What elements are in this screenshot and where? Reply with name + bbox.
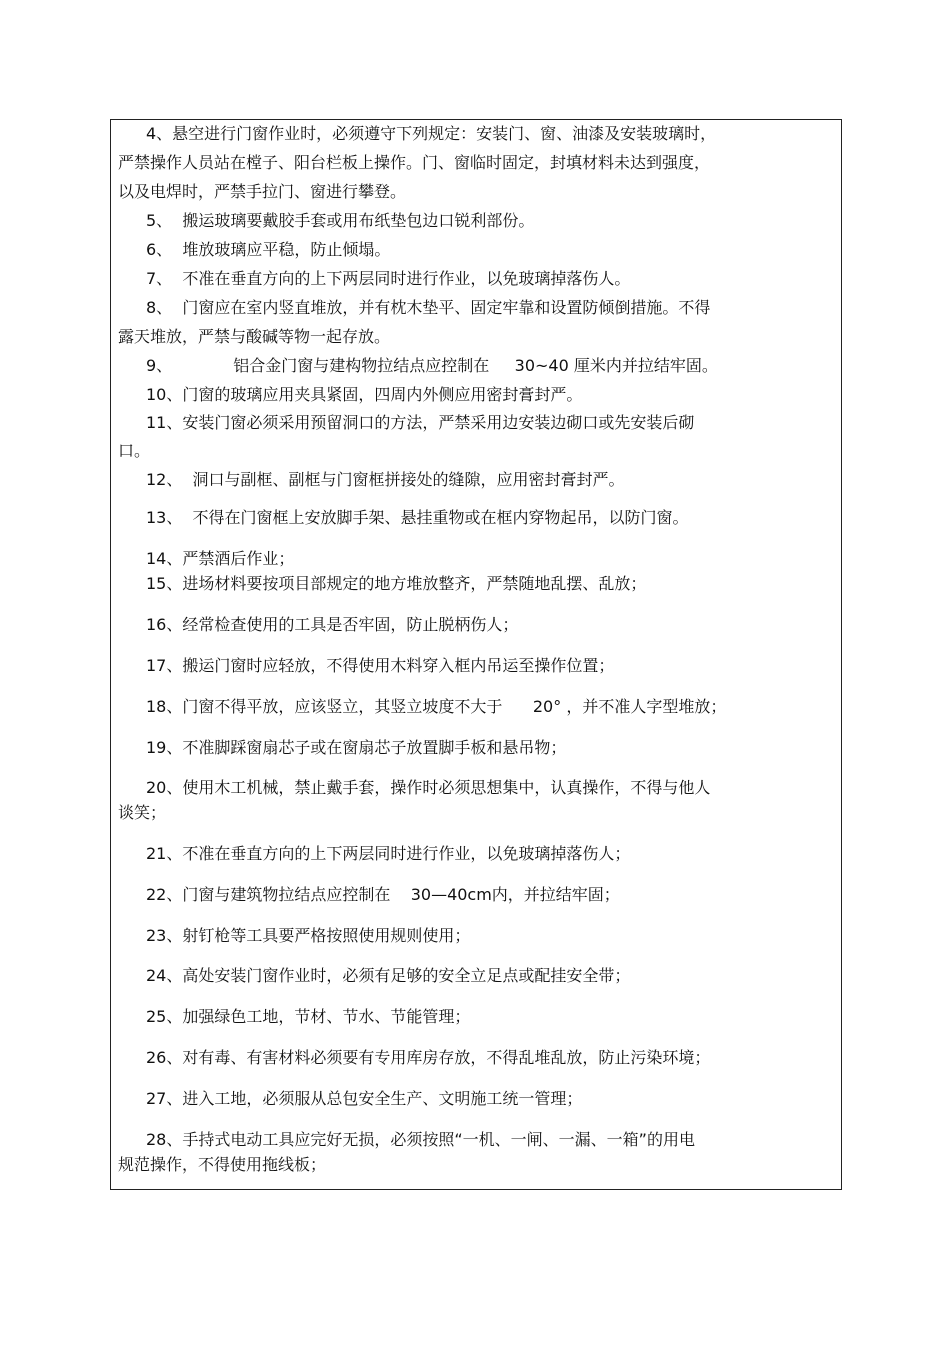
- text-line: 5、 搬运玻璃要戴胶手套或用布纸垫包边口锐利部份。: [146, 211, 535, 230]
- text-line: 规范操作，不得使用拖线板；: [118, 1155, 327, 1174]
- text-line: 8、 门窗应在室内竖直堆放，并有枕木垫平、固定牢靠和设置防倾倒措施。不得: [146, 298, 711, 317]
- text-line: 28、手持式电动工具应完好无损，必须按照“一机、一闸、一漏、一箱”的用电: [146, 1130, 695, 1149]
- text-line: 19、不准脚踩窗扇芯子或在窗扇芯子放置脚手板和悬吊物；: [146, 738, 567, 757]
- text-line: 10、门窗的玻璃应用夹具紧固，四周内外侧应用密封膏封严。: [146, 385, 583, 404]
- text-line: 13、 不得在门窗框上安放脚手架、悬挂重物或在框内穿物起吊，以防门窗。: [146, 508, 689, 527]
- text-line: 4、悬空进行门窗作业时，必须遵守下列规定：安装门、窗、油漆及安装玻璃时，: [146, 124, 717, 143]
- text-line: 23、射钉枪等工具要严格按照使用规则使用；: [146, 926, 471, 945]
- text-line: 25、加强绿色工地，节材、节水、节能管理；: [146, 1007, 471, 1026]
- text-line: 谈笑；: [118, 803, 167, 822]
- text-line: 6、 堆放玻璃应平稳，防止倾塌。: [146, 240, 391, 259]
- text-line: 露天堆放，严禁与酸碱等物一起存放。: [118, 327, 391, 346]
- text-line: 11、安装门窗必须采用预留洞口的方法，严禁采用边安装边砌口或先安装后砌: [146, 413, 695, 432]
- text-line: 口。: [118, 441, 151, 460]
- text-line: 24、高处安装门窗作业时，必须有足够的安全立足点或配挂安全带；: [146, 966, 631, 985]
- text-line: 14、严禁酒后作业；: [146, 549, 295, 568]
- text-line: 26、对有毒、有害材料必须要有专用库房存放，不得乱堆乱放，防止污染环境；: [146, 1048, 711, 1067]
- text-line: 以及电焊时，严禁手拉门、窗进行攀登。: [118, 182, 407, 201]
- text-line: 12、 洞口与副框、副框与门窗框拼接处的缝隙，应用密封膏封严。: [146, 470, 625, 489]
- text-line: 16、经常检查使用的工具是否牢固，防止脱柄伤人；: [146, 615, 519, 634]
- text-line: 27、进入工地，必须服从总包安全生产、文明施工统一管理；: [146, 1089, 583, 1108]
- text-line: 22、门窗与建筑物拉结点应控制在 30—40cm内，并拉结牢固；: [146, 885, 620, 904]
- text-line: 严禁操作人员站在樘子、阳台栏板上操作。门、窗临时固定，封填材料未达到强度，: [118, 153, 711, 172]
- text-line: 21、不准在垂直方向的上下两层同时进行作业，以免玻璃掉落伤人；: [146, 844, 631, 863]
- text-line: 9、 铝合金门窗与建构物拉结点应控制在 30~40 厘米内并拉结牢固。: [146, 356, 718, 375]
- text-line: 18、门窗不得平放，应该竖立，其竖立坡度不大于 20° ，并不准人字型堆放；: [146, 697, 727, 716]
- text-line: 17、搬运门窗时应轻放，不得使用木料穿入框内吊运至操作位置；: [146, 656, 615, 675]
- text-line: 20、使用木工机械，禁止戴手套，操作时必须思想集中，认真操作，不得与他人: [146, 778, 711, 797]
- text-line: 15、进场材料要按项目部规定的地方堆放整齐，严禁随地乱摆、乱放；: [146, 574, 647, 593]
- text-line: 7、 不准在垂直方向的上下两层同时进行作业，以免玻璃掉落伤人。: [146, 269, 631, 288]
